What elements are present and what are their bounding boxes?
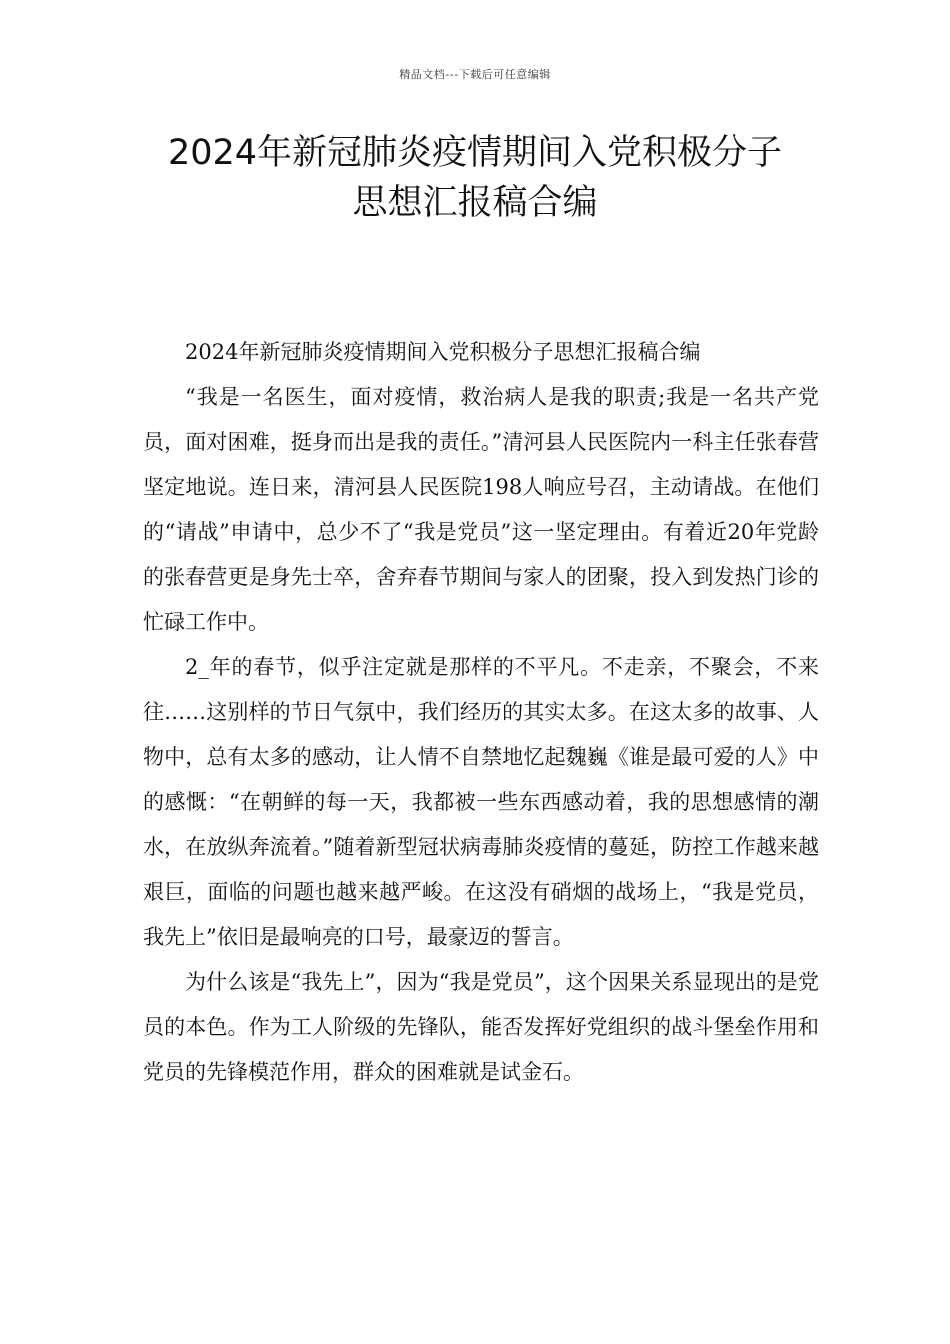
paragraph-subtitle: 2024年新冠肺炎疫情期间入党积极分子思想汇报稿合编 <box>185 340 701 364</box>
paragraph: “我是一名医生，面对疫情，救治病人是我的职责;我是一名共产党员，面对困难，挺身而出是我的责任。”清河县人民医院内一科主任张春营坚定地说。连日来，清河县人民医院198人响应号召，主动请战。在他们的“请战”申请中，总少不了“我是党员”这一坚定理由。有着近20年党龄的张春营更是身先士卒，舍弃春节期间与家人的团聚，投入到发热门诊的忙碌工作中。 <box>143 385 819 634</box>
title-line-2: 思想汇报稿合编 <box>352 183 598 223</box>
document-title <box>95 128 855 228</box>
paragraph: 为什么该是“我先上”，因为“我是党员”，这个因果关系显现出的是党员的本色。作为工人阶级的先锋队，能否发挥好党组织的战斗堡垒作用和党员的先锋模范作用，群众的困难就是试金石。 <box>143 970 819 1084</box>
document-body <box>143 330 819 1095</box>
title-line-1: 2024年新冠肺炎疫情期间入党积极分子 <box>167 133 783 173</box>
paragraph: 2_年的春节，似乎注定就是那样的不平凡。不走亲，不聚会，不来往……这别样的节日气氛中，我们经历的其实太多。在这太多的故事、人物中，总有太多的感动，让人情不自禁地忆起魏巍《谁是最可爱的人》中的感慨：“在朝鲜的每一天，我都被一些东西感动着，我的思想感情的潮水，在放纵奔流着。”随着新型冠状病毒肺炎疫情的蔓延，防控工作越来越艰巨，面临的问题也越来越严峻。在这没有硝烟的战场上，“我是党员，我先上”依旧是最响亮的口号，最豪迈的誓言。 <box>143 655 819 949</box>
header-note: 精品文档---下载后可任意编辑 <box>399 68 551 81</box>
